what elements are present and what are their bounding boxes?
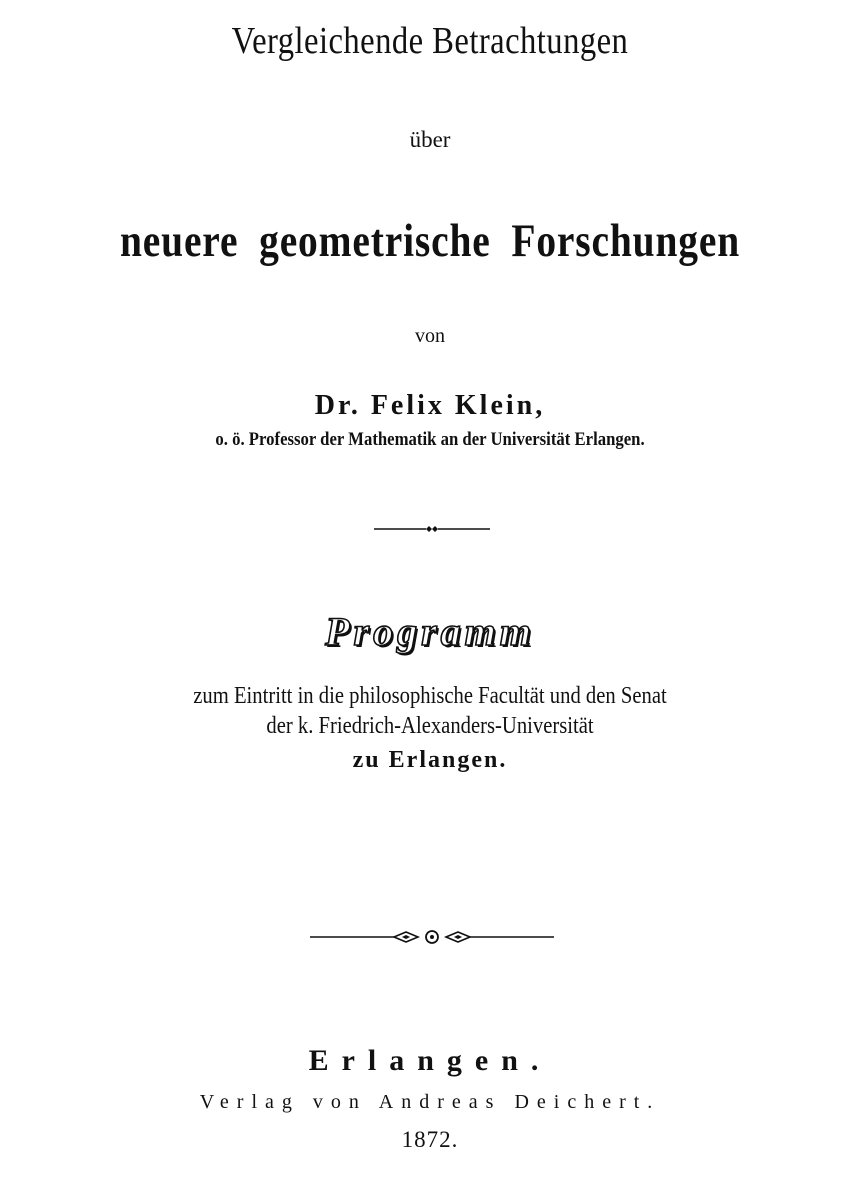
main-title: neuere geometrische Forschungen bbox=[119, 215, 740, 267]
title-connector: über bbox=[409, 127, 451, 152]
occasion-line-1: zum Eintritt in die philosophische Facultät und den Senat bbox=[193, 683, 667, 709]
publication-year: 1872. bbox=[401, 1127, 459, 1152]
small-divider-rule bbox=[374, 522, 490, 536]
occasion-line-2: der k. Friedrich-Alexanders-Universität bbox=[266, 713, 594, 739]
author-name: Dr. Felix Klein, bbox=[314, 390, 546, 421]
occasion-line-3: zu Erlangen. bbox=[352, 747, 508, 773]
publication-city: Erlangen. bbox=[308, 1044, 552, 1077]
ornamental-divider bbox=[310, 926, 554, 948]
author-affiliation: o. ö. Professor der Mathematik an der Universität Erlangen. bbox=[215, 429, 645, 450]
title-line-1: Vergleichende Betrachtungen bbox=[231, 20, 629, 62]
publisher-line: Verlag von Andreas Deichert. bbox=[199, 1091, 661, 1113]
author-preposition: von bbox=[415, 325, 445, 347]
programm-heading: Programm bbox=[325, 609, 535, 654]
